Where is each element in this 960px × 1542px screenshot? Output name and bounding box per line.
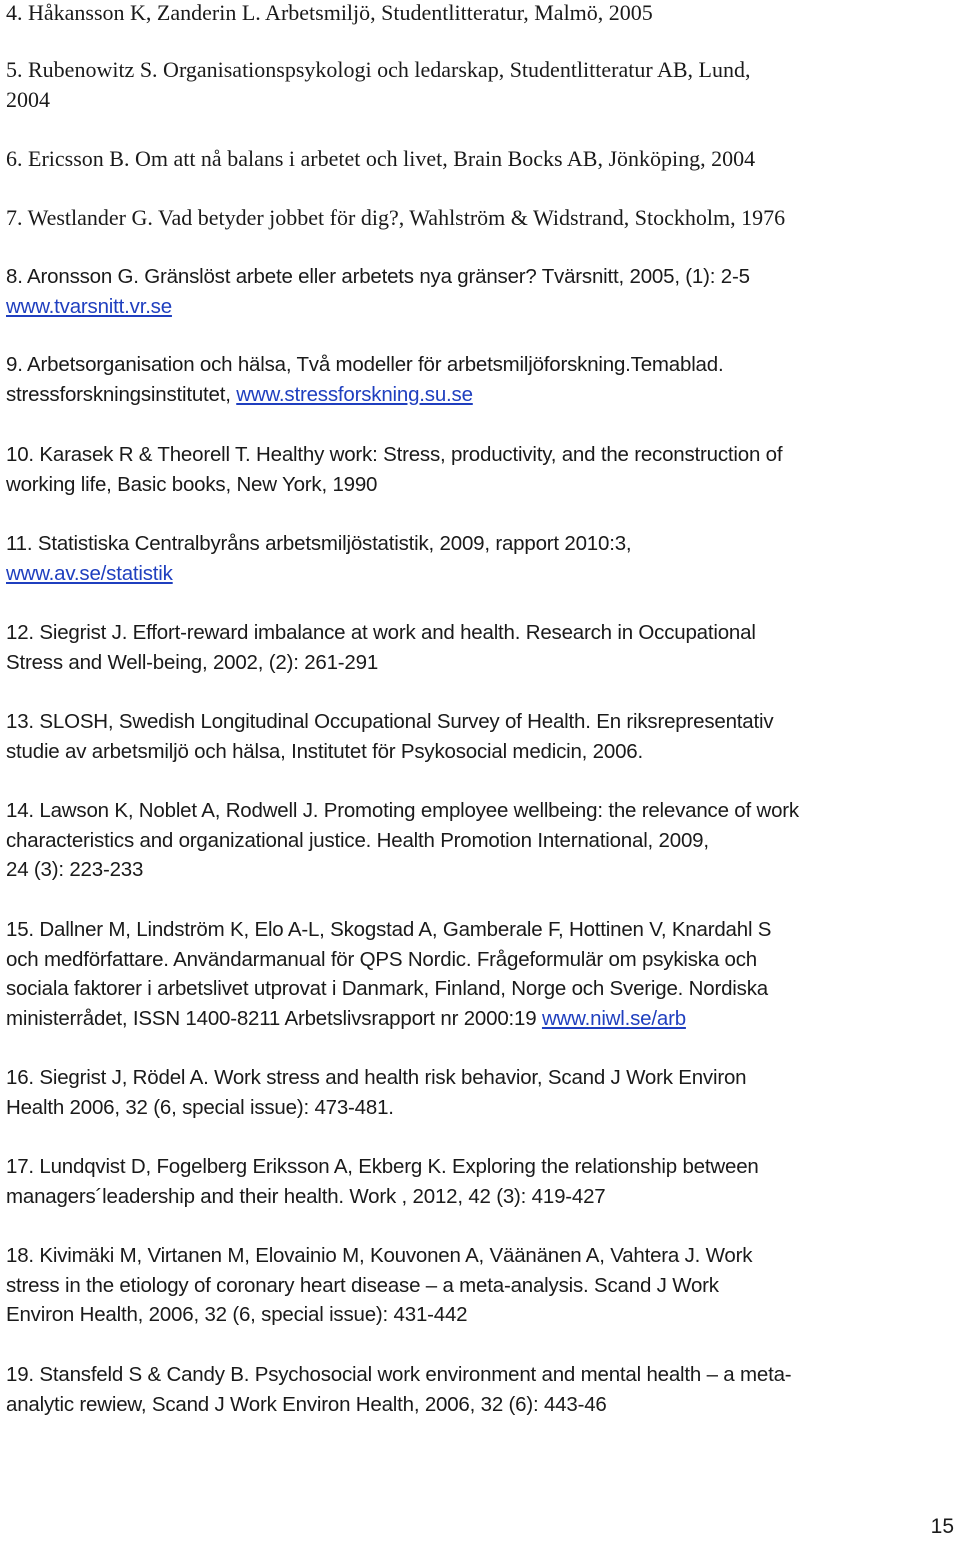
reference-18 [6, 1241, 752, 1330]
niwl-link[interactable]: www.niwl.se/arb [541, 1006, 686, 1030]
reference-15-line-3: sociala faktorer i arbetslivet utprovat i Danmark, Finland, Norge och Sverige. Nordiska [6, 977, 768, 1001]
reference-7-line-1: 7. Westlander G. Vad betyder jobbet för dig?, Wahlström & Widstrand, Stockholm, 1976 [6, 205, 786, 230]
reference-10-line-1: 10. Karasek R & Theorell T. Healthy work: Stress, productivity, and the reconstruction of [6, 443, 783, 466]
reference-9-line-1: 9. Arbetsorganisation och hälsa, Två modeller för arbetsmiljöforskning.Temablad. [6, 353, 724, 376]
stressforskning-link[interactable]: www.stressforskning.su.se [236, 382, 473, 406]
reference-5-line-1: 5. Rubenowitz S. Organisationspsykologi och ledarskap, Studentlitteratur AB, Lund, [6, 57, 751, 82]
reference-19 [6, 1360, 791, 1419]
reference-13 [6, 707, 773, 766]
reference-14 [6, 796, 799, 885]
reference-18-line-3: Environ Health, 2006, 32 (6, special issue): 431-442 [6, 1303, 468, 1327]
reference-12-line-1: 12. Siegrist J. Effort-reward imbalance at work and health. Research in Occupational [6, 621, 756, 644]
reference-17-line-1: 17. Lundqvist D, Fogelberg Eriksson A, Ekberg K. Exploring the relationship between [6, 1155, 759, 1178]
reference-15 [6, 915, 771, 1033]
reference-18-line-2: stress in the etiology of coronary heart disease – a meta-analysis. Scand J Work [6, 1273, 719, 1297]
reference-18-line-1: 18. Kivimäki M, Virtanen M, Elovainio M, Kouvonen A, Väänänen A, Vahtera J. Work [6, 1244, 753, 1267]
reference-12-line-2: Stress and Well-being, 2002, (2): 261-291 [6, 650, 379, 674]
reference-14-line-3: 24 (3): 223-233 [6, 858, 144, 882]
reference-14-line-1: 14. Lawson K, Noblet A, Rodwell J. Promoting employee wellbeing: the relevance of work [6, 799, 799, 822]
reference-15-prefix: ministerrådet, ISSN 1400-8211 Arbetslivsrapport nr 2000:19 [6, 1006, 542, 1030]
reference-11 [6, 529, 631, 588]
page-number: 15 [930, 1515, 954, 1538]
reference-8-line-1: 8. Aronsson G. Gränslöst arbete eller arbetets nya gränser? Tvärsnitt, 2005, (1): 2-5 [6, 265, 750, 288]
reference-14-line-2: characteristics and organizational justice. Health Promotion International, 2009, [6, 828, 709, 852]
reference-13-line-1: 13. SLOSH, Swedish Longitudinal Occupational Survey of Health. En riksrepresentativ [6, 710, 774, 733]
reference-5-line-2: 2004 [6, 86, 50, 112]
reference-13-line-2: studie av arbetsmiljö och hälsa, Institutet för Psykosocial medicin, 2006. [6, 739, 643, 763]
reference-12 [6, 618, 756, 677]
reference-15-line-2: och medförfattare. Användarmanual för QPS Nordic. Frågeformulär om psykiska och [6, 947, 758, 971]
tvarsnitt-link[interactable]: www.tvarsnitt.vr.se [6, 294, 172, 318]
reference-10 [6, 440, 782, 499]
reference-19-line-2: analytic rewiew, Scand J Work Environ Health, 2006, 32 (6): 443-46 [6, 1392, 607, 1416]
reference-9-prefix: stressforskningsinstitutet, [6, 382, 237, 406]
reference-11-line-1: 11. Statistiska Centralbyråns arbetsmiljöstatistik, 2009, rapport 2010:3, [6, 532, 632, 555]
reference-4-line-1: 4. Håkansson K, Zanderin L. Arbetsmiljö, Studentlitteratur, Malmö, 2005 [6, 0, 653, 25]
reference-8 [6, 262, 750, 321]
av-statistik-link[interactable]: www.av.se/statistik [6, 561, 173, 585]
reference-17-line-2: managers´leadership and their health. Work , 2012, 42 (3): 419-427 [6, 1184, 606, 1208]
reference-6 [6, 144, 755, 174]
reference-16-line-1: 16. Siegrist J, Rödel A. Work stress and health risk behavior, Scand J Work Environ [6, 1066, 747, 1089]
reference-15-line-1: 15. Dallner M, Lindström K, Elo A-L, Skogstad A, Gamberale F, Hottinen V, Knardahl S [6, 918, 772, 941]
reference-6-line-1: 6. Ericsson B. Om att nå balans i arbetet och livet, Brain Bocks AB, Jönköping, 2004 [6, 146, 756, 171]
reference-17 [6, 1152, 759, 1211]
reference-9 [6, 350, 723, 409]
reference-4 [6, 0, 653, 28]
reference-7 [6, 203, 785, 233]
reference-16-line-2: Health 2006, 32 (6, special issue): 473-481. [6, 1095, 394, 1119]
reference-16 [6, 1063, 746, 1122]
reference-5 [6, 55, 750, 114]
reference-19-line-1: 19. Stansfeld S & Candy B. Psychosocial work environment and mental health – a meta- [6, 1363, 792, 1386]
reference-10-line-2: working life, Basic books, New York, 1990 [6, 472, 378, 496]
